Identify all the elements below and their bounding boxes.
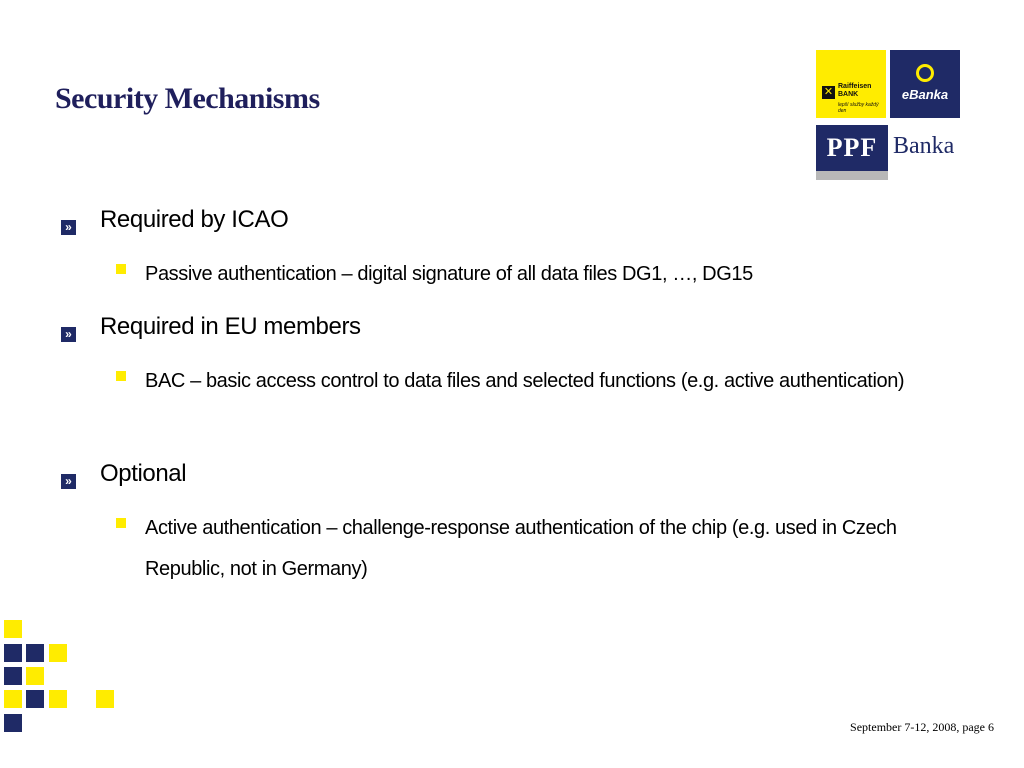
bullet-marker-icon: » [61,474,76,489]
ebanka-emblem-icon [916,64,934,82]
deco-square [4,667,22,685]
section-item: Passive authentication – digital signature of all data files DG1, …, DG15 [145,263,753,285]
section-heading: Required in EU members [100,313,361,340]
bullet-marker-icon: » [61,327,76,342]
ppf-logo [816,125,888,171]
section-item: BAC – basic access control to data files and selected functions (e.g. active authentication) [145,370,905,392]
deco-square [49,690,67,708]
ebanka-wordmark: eBanka [901,87,949,102]
deco-square [4,620,22,638]
raiffeisen-emblem-icon: ✕ [823,86,834,98]
section-item: Active authentication – challenge-response authentication of the chip (e.g. used in Czech Republic, not in Germany) [145,517,897,580]
deco-square [96,690,114,708]
deco-square [26,690,44,708]
deco-square [49,644,67,662]
ppf-logo-bar [816,171,888,180]
section-heading: Required by ICAO [100,206,289,233]
sub-bullet-marker-icon [116,371,126,381]
deco-square [26,667,44,685]
deco-square [4,644,22,662]
deco-square [4,714,22,732]
bullet-marker-icon: » [61,220,76,235]
raiffeisen-tagline: lepší služby každý den [838,102,879,114]
slide-title: Security Mechanisms [55,82,320,115]
section-heading: Optional [100,460,187,487]
deco-square [4,690,22,708]
ebanka-logo [890,50,960,118]
sub-bullet-marker-icon [116,264,126,274]
raiffeisen-logo [816,50,886,118]
deco-square [26,644,44,662]
sub-bullet-marker-icon [116,518,126,528]
raiffeisen-name: Raiffeisen BANK [838,83,872,98]
footer-date-page: September 7-12, 2008, page 6 [850,720,994,734]
banka-wordmark: Banka [893,133,955,159]
ppf-wordmark: PPF [826,133,878,162]
